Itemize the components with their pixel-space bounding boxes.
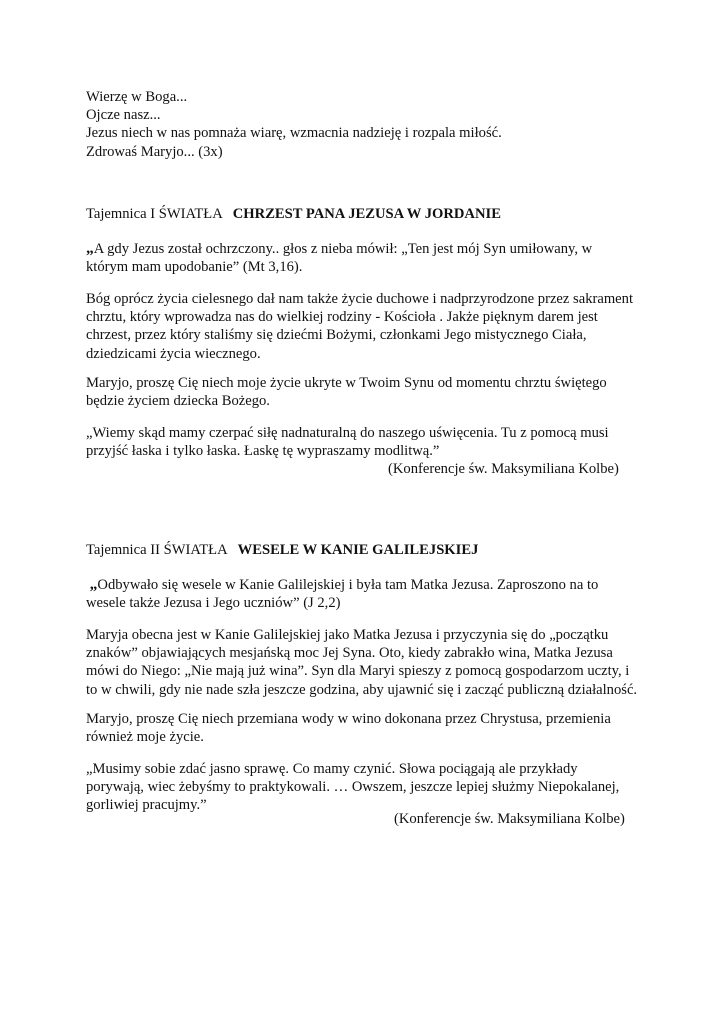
intro-line: Ojcze nasz... xyxy=(86,107,161,124)
reflection-line: mówi do Niego: „Nie mają już wina”. Syn dla Maryi spieszy z pomocą gospodarzom uczty, i xyxy=(86,663,630,680)
mystery2-attribution: (Konferencje św. Maksymiliana Kolbe) xyxy=(394,811,625,827)
mystery2-prayer xyxy=(86,710,646,746)
prayer-line: będzie życiem dziecka Bożego. xyxy=(86,393,270,410)
scripture-line: A gdy Jezus został ochrzczony.. głos z nieba mówił: „Ten jest mój Syn umiłowany, w xyxy=(93,241,593,257)
quote-line: gorliwiej pracujmy.” xyxy=(86,797,207,814)
intro-line: Zdrowaś Maryjo... (3x) xyxy=(86,143,223,160)
reflection-line: dziedzicami życia wiecznego. xyxy=(86,345,261,362)
mystery2-label: Tajemnica II ŚWIATŁA xyxy=(86,542,228,558)
prayer-line: również moje życie. xyxy=(86,729,204,746)
scripture-line: którym mam upodobanie” (Mt 3,16). xyxy=(86,259,303,276)
mystery1-scripture xyxy=(86,240,646,276)
reflection-line: chrzest, przez który staliśmy się dziećmi Bożymi, członkami Jego mistycznego Ciała, xyxy=(86,327,587,344)
quote-line: przyjść łaska i tylko łaska. Łaskę tę wypraszamy modlitwą.” xyxy=(86,443,440,460)
mystery1-heading xyxy=(86,205,646,223)
quote-line: „Musimy sobie zdać jasno sprawę. Co mamy czynić. Słowa pociągają ale przykłady xyxy=(86,761,578,777)
quote-open-mark: „ xyxy=(86,240,94,257)
quote-line: porywają, wiec żebyśmy to praktykowali. … Owszem, jeszcze lepiej służmy Niepokalanej, xyxy=(86,779,620,796)
intro-line: Jezus niech w nas pomnaża wiarę, wzmacnia nadzieję i rozpala miłość. xyxy=(86,125,502,142)
mystery2-quote xyxy=(86,760,646,815)
mystery1-quote xyxy=(86,424,646,460)
scripture-line: Odbywało się wesele w Kanie Galilejskiej i była tam Matka Jezusa. Zaproszono na to xyxy=(97,577,599,593)
mystery1-label: Tajemnica I ŚWIATŁA xyxy=(86,206,223,222)
reflection-line: Bóg oprócz życia cielesnego dał nam także życie duchowe i nadprzyrodzone przez sakrament xyxy=(86,291,634,307)
reflection-line: chrztu, który wprowadza nas do wielkiej rodziny - Kościoła . Jakże pięknym darem jest xyxy=(86,309,598,326)
mystery2-scripture xyxy=(86,576,646,612)
intro-prayers xyxy=(86,88,646,161)
mystery1-reflection xyxy=(86,290,646,363)
mystery1-prayer xyxy=(86,374,646,410)
mystery2-title: WESELE W KANIE GALILEJSKIEJ xyxy=(237,542,479,558)
quote-line: „Wiemy skąd mamy czerpać siłę nadnaturalną do naszego uświęcenia. Tu z pomocą musi xyxy=(86,425,609,441)
quote-open-mark: „ xyxy=(89,576,98,593)
intro-line: Wierzę w Boga... xyxy=(86,89,188,105)
mystery1-attribution: (Konferencje św. Maksymiliana Kolbe) xyxy=(388,461,619,477)
prayer-line: Maryjo, proszę Cię niech moje życie ukryte w Twoim Synu od momentu chrztu świętego xyxy=(86,375,607,391)
reflection-line: Maryja obecna jest w Kanie Galilejskiej jako Matka Jezusa i przyczynia się do „początku xyxy=(86,627,609,643)
reflection-line: to w chwili, gdy nie nade szła jeszcze godzina, aby ujawnić się i zacząć publiczną działalność. xyxy=(86,681,638,698)
prayer-line: Maryjo, proszę Cię niech przemiana wody w wino dokonana przez Chrystusa, przemienia xyxy=(86,711,611,727)
mystery1-title: CHRZEST PANA JEZUSA W JORDANIE xyxy=(232,206,501,222)
mystery2-heading xyxy=(86,541,646,559)
mystery2-reflection xyxy=(86,626,646,699)
scripture-line: wesele także Jezusa i Jego uczniów” (J 2,2) xyxy=(86,595,341,612)
reflection-line: znaków” objawiających mesjańską moc Jej Syna. Oto, kiedy zabrakło wina, Matka Jezusa xyxy=(86,645,613,662)
